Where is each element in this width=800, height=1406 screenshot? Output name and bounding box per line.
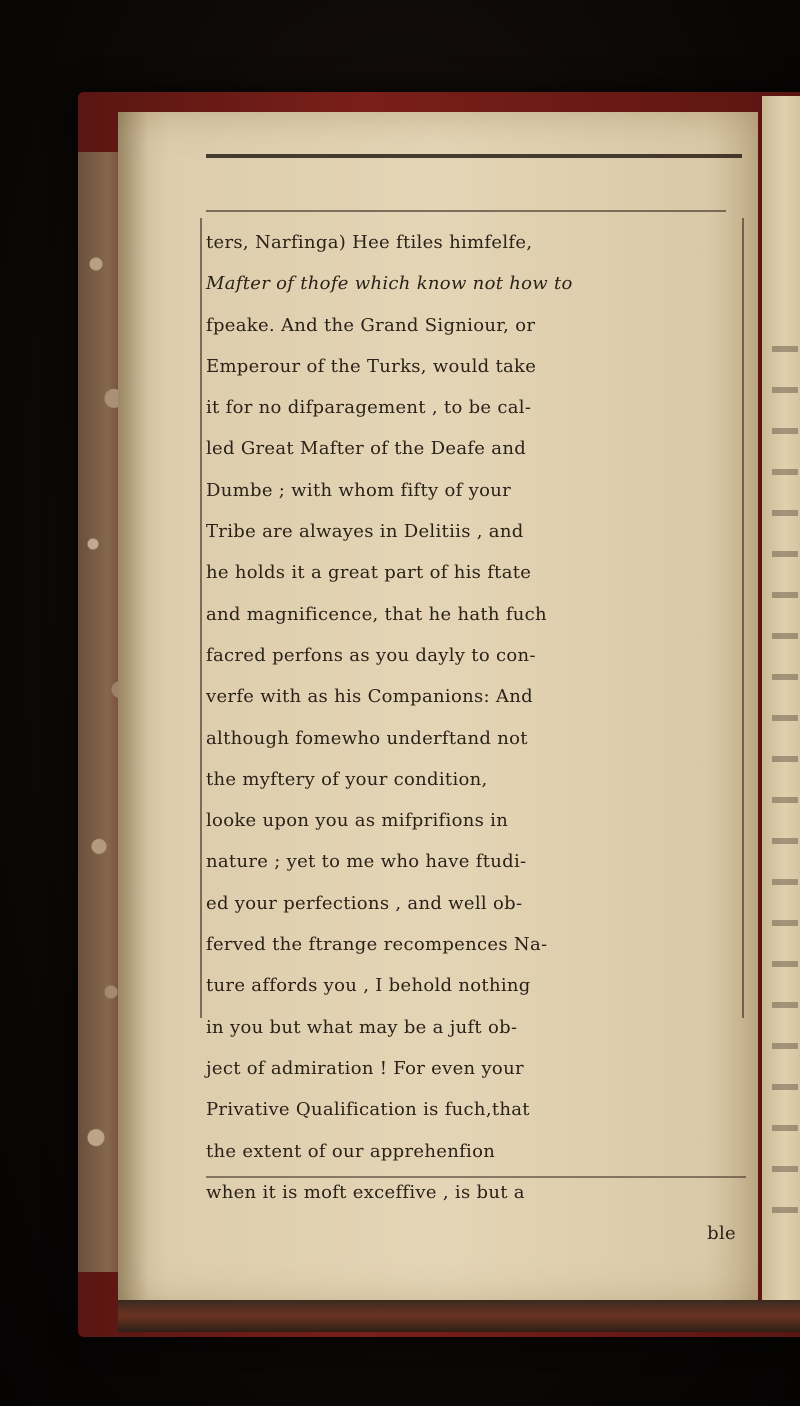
text-line: ters, Narfinga) Hee ftiles himfelfe, (206, 232, 533, 253)
facing-page-edge (762, 96, 800, 1311)
book-bottom-edge (118, 1300, 800, 1332)
text-line: looke upon you as mifprifions in (206, 810, 509, 832)
text-line: ed your perfections , and well ob- (206, 892, 523, 914)
text-line: ject of admiration ! For even your (206, 1057, 524, 1079)
text-line: Emperour of the Turks, would take (206, 355, 537, 377)
text-line: although fomewho underftand not (206, 727, 528, 749)
header-rule-thin (206, 210, 726, 212)
text-line: nature ; yet to me who have ftudi- (206, 851, 527, 873)
text-line: ferved the ftrange recompences Na- (206, 934, 548, 956)
text-line: ture affords you , I behold nothing (206, 975, 531, 997)
text-line: and magnificence, that he hath fuch (206, 603, 547, 625)
text-line: verfe with as his Companions: And (206, 686, 533, 708)
body-text (206, 222, 746, 1254)
page-gutter-shadow (118, 112, 148, 1307)
catchword: ble (707, 1223, 736, 1245)
text-line: led Great Mafter of the Deafe and (206, 438, 527, 460)
text-line: Dumbe ; with whom fifty of your (206, 479, 512, 501)
text-line: facred perfons as you dayly to con- (206, 644, 536, 666)
facing-page-text-ghost (772, 346, 798, 1226)
text-line: in you but what may be a juft ob- (206, 1016, 518, 1038)
text-line: the myftery of your condition, (206, 768, 488, 790)
text-line: the extent of our apprehenfion (206, 1140, 496, 1162)
text-line: when it is moft exceffive , is but a (206, 1181, 525, 1203)
text-line: fpeake. And the Grand Signiour, or (206, 314, 536, 336)
text-line: it for no difparagement , to be cal- (206, 397, 532, 419)
text-line: Tribe are alwayes in Delitiis , and (206, 521, 524, 543)
book-page (118, 112, 758, 1307)
header-rule (206, 154, 742, 158)
text-line: Mafter of thofe which know not how to (206, 273, 573, 295)
text-line: he holds it a great part of his ftate (206, 562, 532, 584)
text-line: Privative Qualification is fuch,that (206, 1099, 530, 1121)
footer-rule (206, 1176, 746, 1178)
